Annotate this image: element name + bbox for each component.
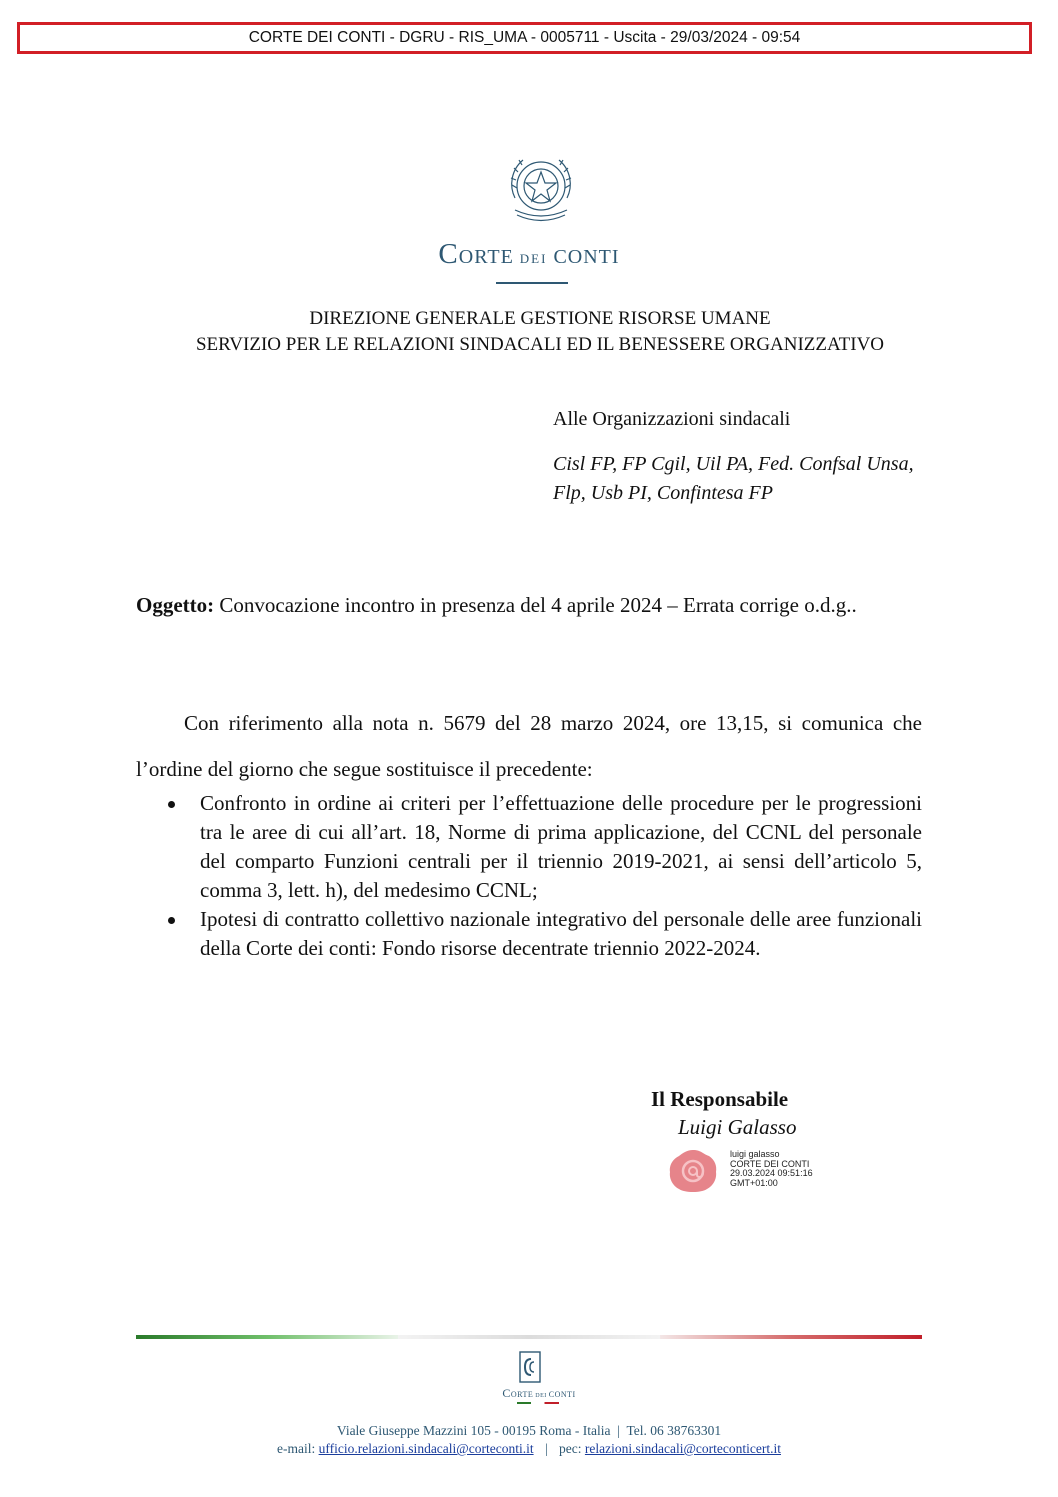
footer-brand-word-dei: dei <box>535 1390 547 1399</box>
corte-conti-logo-icon <box>519 1351 541 1383</box>
brand-word-corte: Corte <box>438 238 514 270</box>
email-link[interactable]: ufficio.relazioni.sindacali@corteconti.it <box>318 1441 534 1456</box>
digital-signature-details <box>730 1150 813 1188</box>
subject-line <box>136 591 926 620</box>
brand-word-conti: conti <box>553 238 620 270</box>
brand-underline <box>496 282 568 284</box>
intro-paragraph: Con riferimento alla nota n. 5679 del 28 marzo 2024, ore 13,15, si comunica che l’ordine del giorno che segue sostituisce il precedente: <box>136 711 922 781</box>
footer-tricolor-red <box>660 1335 922 1339</box>
footer-brand-word-conti: conti <box>548 1386 576 1400</box>
signatory-name: Luigi Galasso <box>678 1115 797 1139</box>
digital-signature-org: CORTE DEI CONTI <box>730 1158 810 1169</box>
subject-text: Convocazione incontro in presenza del 4 aprile 2024 – Errata corrige o.d.g.. <box>219 593 857 617</box>
footer-address: Viale Giuseppe Mazzini 105 - 00195 Roma - Italia | Tel. 06 38763301 <box>336 1423 722 1438</box>
agenda-item <box>136 789 922 905</box>
digital-signature-signer: luigi galasso <box>730 1149 780 1159</box>
digital-signature-timezone: GMT+01:00 <box>730 1177 778 1188</box>
pec-link[interactable]: relazioni.sindacali@corteconticert.it <box>584 1441 781 1456</box>
protocol-stamp: CORTE DEI CONTI - DGRU - RIS_UMA - 0005711 - Uscita - 29/03/2024 - 09:54 <box>17 22 1032 54</box>
footer-tricolor-green <box>136 1335 398 1339</box>
contact-separator: | <box>544 1441 548 1456</box>
bullet-icon <box>168 917 175 924</box>
pec-label: pec: <box>559 1441 582 1456</box>
bullet-icon <box>168 801 175 808</box>
agenda-item-text: Ipotesi di contratto collettivo nazionale integrativo del personale delle aree funzionali della Corte dei conti: Fondo risorse decentrate triennio 2022-2024. <box>200 907 922 960</box>
department-title: DIREZIONE GENERALE GESTIONE RISORSE UMANE <box>309 308 771 329</box>
agenda-item-text: Confronto in ordine ai criteri per l’effettuazione delle procedure per le progressioni tra le aree di cui all’art. 18, Norme di prima applicazione, del CCNL del personale del comparto Funzioni centrali per il triennio 2019-2021, ai sensi dell’articolo 5, comma 3, lett. h), del medesimo CCNL; <box>200 791 922 902</box>
service-title: SERVIZIO PER LE RELAZIONI SINDACALI ED IL BENESSERE ORGANIZZATIVO <box>195 334 885 355</box>
brand-word-dei: dei <box>519 247 548 268</box>
footer-brand <box>0 1386 1058 1401</box>
header-brand <box>0 238 1058 271</box>
agenda-item <box>136 905 922 963</box>
footer-flag-stripe <box>517 1402 559 1404</box>
italian-republic-emblem-icon <box>501 148 581 228</box>
footer-contacts <box>0 1441 1058 1457</box>
footer-brand-word-corte: Corte <box>502 1386 534 1400</box>
digital-signature-seal-icon <box>667 1148 719 1194</box>
signatory-role: Il Responsabile <box>651 1087 789 1111</box>
recipients-title: Alle Organizzazioni sindacali <box>553 408 791 430</box>
digital-signature-datetime: 29.03.2024 09:51:16 <box>730 1168 813 1178</box>
agenda-list <box>136 789 922 963</box>
footer-tricolor-white <box>398 1335 660 1339</box>
recipients-list: Cisl FP, FP Cgil, Uil PA, Fed. Confsal Unsa, Flp, Usb PI, Confintesa FP <box>553 453 914 504</box>
subject-label: Oggetto: <box>136 593 215 617</box>
email-label: e-mail: <box>276 1441 316 1456</box>
